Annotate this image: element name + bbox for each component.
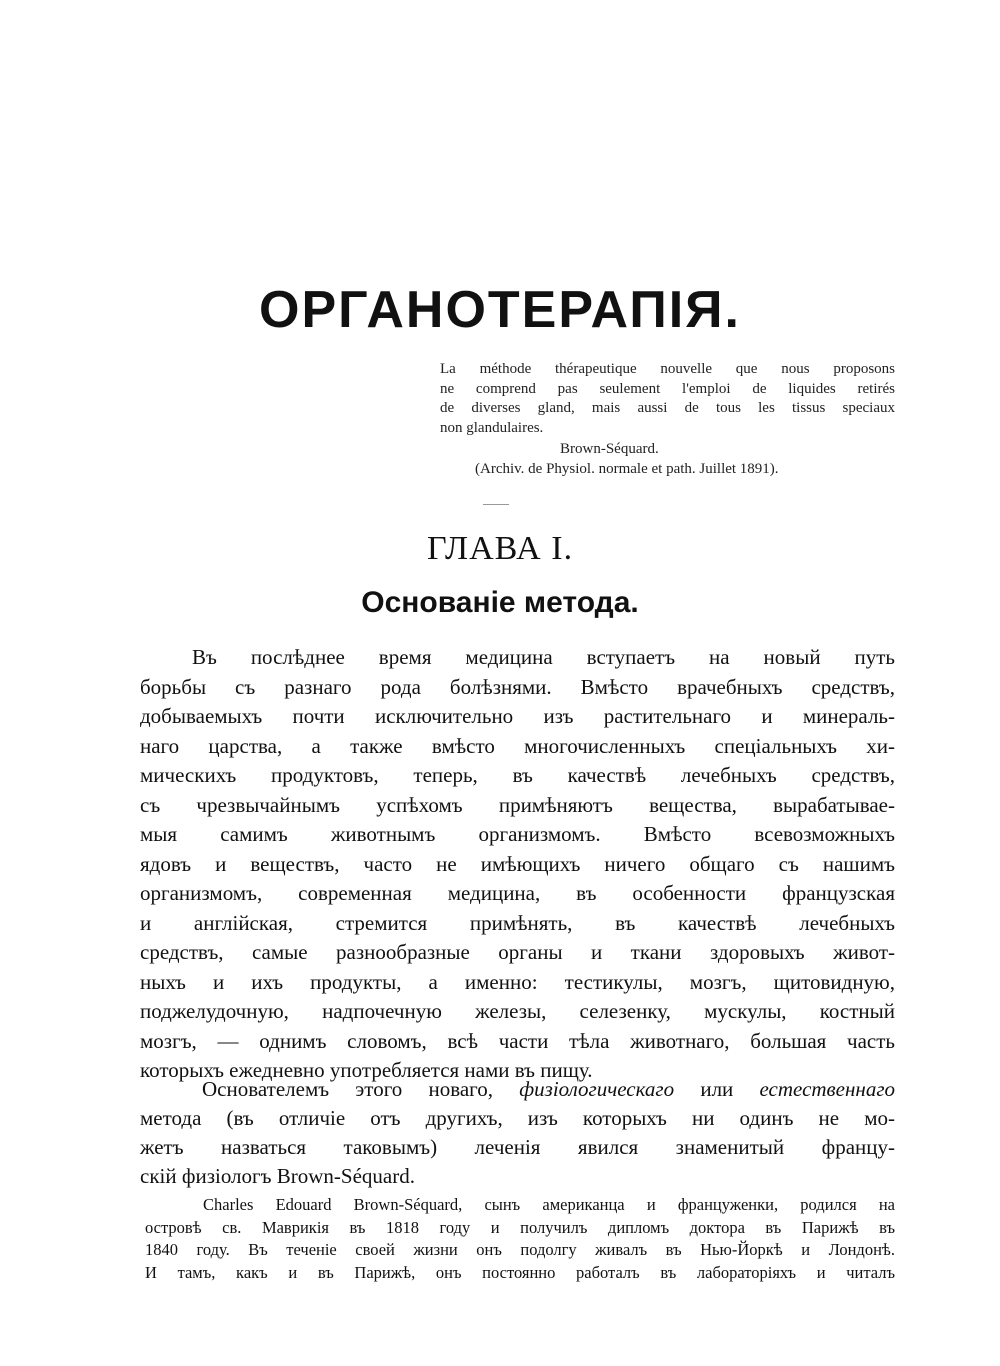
text-line [140,1075,895,1104]
text-segment: Основателемъ этого новаго, [202,1077,494,1101]
page-title: ОРГАНОТЕРАПІЯ. [259,281,741,339]
epigraph-line: La méthode thérapeutique nouvelle que nous proposons [440,361,895,377]
paragraph-1 [140,643,895,1086]
text-line: мозгъ, — однимъ словомъ, всѣ части тѣла животнаго, большая часть [140,1028,895,1053]
footnote-line: островѣ св. Маврикія въ 1818 году и получилъ дипломъ доктора въ Парижѣ въ [145,1217,895,1237]
text-line: организмомъ, современная медицина, въ особенности французская [140,881,895,905]
text-line: борьбы съ разнаго рода болѣзнями. Вмѣсто врачебныхъ средствъ, [140,674,895,699]
text-line: мыя самимъ животнымъ организмомъ. Вмѣсто всевозможныхъ [140,822,895,846]
epigraph-line: non glandulaires. [440,419,544,436]
italic-term: естественнаго [759,1077,896,1101]
chapter-heading: ГЛАВА I. [426,530,574,567]
text-line: которыхъ ежедневно употребляется нами въ пищу. [140,1058,593,1082]
text-line: жетъ назваться таковымъ) леченія явился знаменитый францу- [140,1135,895,1159]
text-segment: или [700,1077,734,1101]
text-line: метода (въ отличіе отъ другихъ, изъ которыхъ ни одинъ не мо- [140,1106,895,1130]
text-line: скій физіологъ Brown-Séquard. [140,1164,415,1188]
epigraph-line: ne comprend pas seulement l'emploi de liquides retirés [440,380,895,397]
footnote-line: Charles Edouard Brown-Séquard, сынъ американца и француженки, родился на [203,1195,895,1214]
epigraph-line: de diverses gland, mais aussi de tous les tissus speciaux [440,400,895,416]
text-line: съ чрезвычайнымъ успѣхомъ примѣняютъ вещества, вырабатывае- [140,792,895,817]
text-line: Въ послѣднее время медицина вступаетъ на новый путь [192,645,895,669]
epigraph [440,360,895,479]
text-line: ядовъ и веществъ, часто не имѣющихъ ничего общаго съ нашимъ [140,851,895,876]
text-line: добываемыхъ почти исключительно изъ растительнаго и минераль- [140,704,895,728]
separator-dash [483,504,509,505]
footnote [145,1194,895,1284]
footnote-line: 1840 году. Въ теченіе своей жизни онъ подолгу живалъ въ Нью-Йоркѣ и Лондонѣ. [145,1240,895,1259]
text-line: мическихъ продуктовъ, теперь, въ качествѣ лечебныхъ средствъ, [140,763,895,787]
epigraph-source: (Archiv. de Physiol. normale et path. Juillet 1891). [475,460,779,477]
chapter-subtitle: Основаніе метода. [361,586,639,619]
paragraph-2 [140,1075,895,1191]
epigraph-author: Brown-Séquard. [560,441,659,457]
text-line: поджелудочную, надпочечную железы, селезенку, мускулы, костный [140,999,895,1023]
text-line: средствъ, самые разнообразные органы и ткани здоровыхъ живот- [140,940,895,964]
text-line: наго царства, а также вмѣсто многочисленныхъ спеціальныхъ хи- [140,733,895,758]
italic-term: физіологическаго [519,1077,675,1101]
text-line: и англійская, стремится примѣнять, въ качествѣ лечебныхъ [140,910,895,935]
text-line: ныхъ и ихъ продукты, а именно: тестикулы, мозгъ, щитовидную, [140,969,895,994]
footnote-line: И тамъ, какъ и въ Парижѣ, онъ постоянно работалъ въ лабораторіяхъ и читалъ [145,1262,895,1282]
